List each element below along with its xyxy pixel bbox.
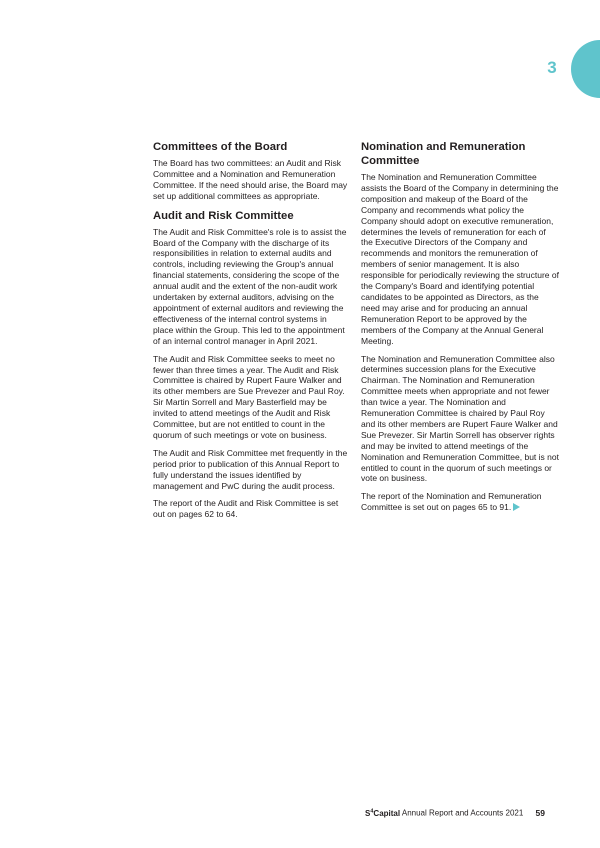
committees-paragraph: The Board has two committees: an Audit and Risk Committee and a Nomination and Remuneration Committee. If the need should arise, the Board may set up additional committees as appropriate. (153, 158, 348, 201)
nomination-report-reference (361, 491, 559, 513)
nomination-heading: Nomination and Remuneration Committee (361, 141, 526, 167)
footer-report-title: Annual Report and Accounts 2021 (401, 808, 524, 818)
left-column (153, 140, 349, 527)
section-tab (571, 40, 600, 98)
audit-risk-heading: Audit and Risk Committee (153, 209, 294, 222)
page-number: 59 (535, 807, 545, 818)
right-column (361, 140, 559, 520)
section-number: 3 (547, 58, 557, 77)
committees-heading: Committees of the Board (153, 141, 288, 153)
audit-members-paragraph: The Audit and Risk Committee seeks to meet no fewer than three times a year. The Audit and Risk Committee is chaired by Rupert Faure Walker and its other members are Sue Prevezer and Paul Roy. Sir Martin Sorrell and Mary Basterfield may be invited to attend meetings of the Audit and Risk Committee, but are not entitled to count in the quorum of such meetings or vote on business. (153, 353, 345, 440)
audit-meetings-paragraph: The Audit and Risk Committee met frequently in the period prior to publication of this Annual Report to fully understand the issues identified by management and PwC during the audit process. (153, 447, 348, 491)
audit-report-reference: The report of the Audit and Risk Committee is set out on pages 62 to 64. (153, 498, 339, 520)
nomination-members-paragraph: The Nomination and Remuneration Committee also determines succession plans for the Executive Chairman. The Nomination and Remuneration Committee meets when appropriate and not fewer than twice a year. The Nomination and Remuneration Committee is chaired by Paul Roy and its other members are Rupert Faure Walker and Sue Prevezer. Sir Martin Sorrell has observer rights and may be invited to attend meetings of the Nomination and Remuneration Committee, but is not entitled to count in the quorum of such meetings or vote on business. (361, 353, 559, 484)
brand-logo: $S^4Capital$ (365, 808, 401, 818)
audit-role-paragraph: The Audit and Risk Committee's role is to assist the Board of the Company with the discharge of its responsibilities in relation to external audits and controls, including reviewing the Group's annual financial statements, considering the scope of the annual audit and the extent of the non-audit work undertaken by external auditors, advising on the appointment of external auditors and reviewing the effectiveness of the internal control systems in place within the Group. This led to the appointment of an internal control manager in April 2021. (153, 226, 347, 346)
page-footer (300, 805, 545, 820)
nomination-role-paragraph: The Nomination and Remuneration Committee assists the Board of the Company in determining the composition and makeup of the Board of the Company and recommends what policy the Company should adopt on executive remuneration, determines the levels of remuneration for each of the Executive Directors of the Company and recommends and monitors the remuneration of members of senior management. It is also responsible for periodically reviewing the structure of the Company's Board and identifying potential candidates to be appointed as Directors, as the need may arise and for producing an annual Remuneration Report to be approved by the members of the Company at the Annual General Meeting. (361, 172, 559, 346)
nomination-report-text: The report of the Nomination and Remuneration Committee is set out on pages 65 to 91. (361, 491, 542, 513)
continue-arrow-icon[interactable] (513, 503, 520, 511)
